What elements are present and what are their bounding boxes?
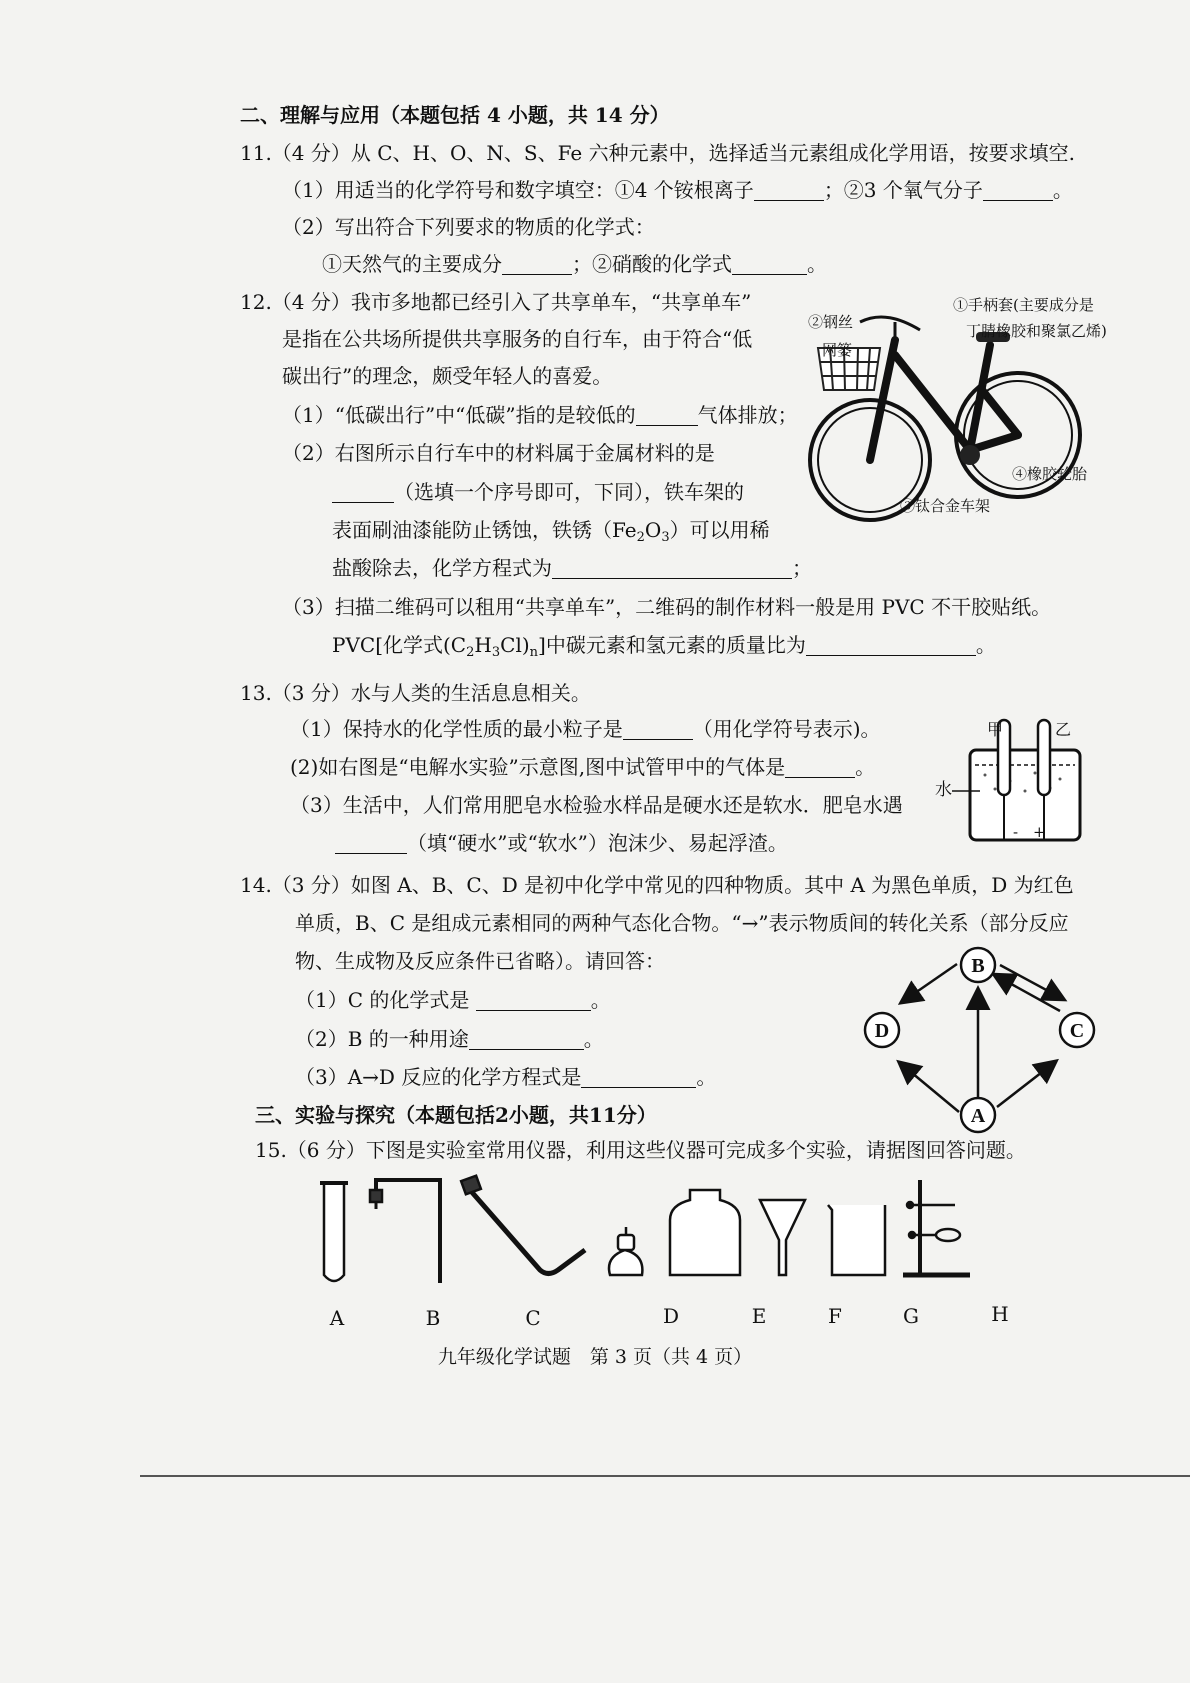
q12-part2-line3: [332, 516, 770, 552]
q13-stem: 13.（3 分）水与人类的生活息息相关。: [240, 681, 591, 705]
handlebar: [860, 317, 920, 340]
q12-part1: [282, 401, 798, 429]
q12-part1-text-a: （1）“低碳出行”中“低碳”指的是较低的: [282, 403, 636, 427]
q12-part1-text-b: 气体排放；: [697, 403, 798, 427]
q13-part1-text-a: （1）保持水的化学性质的最小粒子是: [290, 717, 623, 741]
q13-part2: [290, 753, 875, 781]
q13-part2-end: 。: [855, 755, 876, 779]
apparatus-label-g: G: [903, 1304, 919, 1328]
apparatus-e-bottle: [670, 1190, 740, 1275]
apparatus-a-test-tube: [324, 1183, 344, 1281]
q14-stem-1: 14.（3 分）如图 A、B、C、D 是初中化学中常见的四种物质。其中 A 为黑色单质，D 为红色: [240, 873, 1074, 897]
fig-label-yi: 乙: [1055, 720, 1072, 739]
pvc-text-d: ]中碳元素和氢元素的质量比为: [538, 633, 806, 657]
q13-part2-text: (2)如右图是“电解水实验”示意图,图中试管甲中的气体是: [290, 755, 786, 779]
arrow-b-to-d: [902, 964, 957, 1002]
apparatus-label-a: A: [329, 1306, 345, 1330]
apparatus-f-funnel: [760, 1200, 805, 1275]
pvc-text-a: PVC[化学式(C: [332, 633, 467, 657]
q12-stem-1: 12.（4 分）我市多地都已经引入了共享单车，“共享单车”: [240, 290, 752, 314]
q14-part2: [295, 1025, 604, 1053]
answer-blank[interactable]: [636, 403, 698, 426]
subscript: 2: [636, 530, 645, 545]
q15-stem: 15.（6 分）下图是实验室常用仪器，利用这些仪器可完成多个实验，请据图回答问题。: [255, 1138, 1026, 1162]
fig-label-tyre: ④橡胶轮胎: [1012, 465, 1088, 483]
q12-part3: （3）扫描二维码可以租用“共享单车”，二维码的制作材料一般是用 PVC 不干胶贴纸。: [282, 595, 1052, 619]
fig-label-handle-2: 丁腈橡胶和聚氯乙烯): [966, 322, 1107, 340]
subscript: 3: [661, 530, 670, 545]
page-footer: 九年级化学试题 第 3 页（共 4 页）: [437, 1346, 753, 1368]
subscript: 3: [491, 645, 501, 660]
q14-part1-text: （1）C 的化学式是: [295, 988, 470, 1012]
q14-stem-2: 单质，B、C 是组成元素相同的两种气态化合物。“→”表示物质间的转化关系（部分反应: [295, 911, 1069, 935]
q12-part3-end: 。: [975, 633, 996, 657]
q13-part1-text-b: （用化学符号表示)。: [692, 717, 881, 741]
apparatus-h-iron-stand: [903, 1180, 970, 1275]
q11-part2: （2）写出符合下列要求的物质的化学式：: [282, 215, 655, 239]
q11-part1-text-a: （1）用适当的化学符号和数字填空：①4 个铵根离子: [282, 178, 754, 202]
relation-diagram: [855, 945, 1105, 1125]
answer-blank[interactable]: [754, 178, 824, 201]
q14-part1: [295, 986, 611, 1014]
answer-blank[interactable]: [552, 556, 792, 579]
subscript: n: [529, 645, 539, 660]
q11-part1: [282, 176, 1073, 204]
q12-part2-line4: [332, 554, 812, 582]
q11-part1-text-b: ；②3 个氧气分子: [823, 178, 983, 202]
subscript: 2: [466, 645, 475, 660]
q11-part1-end: 。: [1052, 178, 1073, 202]
fig-label-frame: ③钛合金车架: [900, 497, 991, 515]
q12-part2: （2）右图所示自行车中的材料属于金属材料的是: [282, 441, 715, 465]
section-3-title: 三、实验与探究（本题包括2小题，共11分）: [255, 1103, 657, 1127]
q11-part2-text-b: ；②硝酸的化学式: [572, 252, 732, 276]
apparatus-g-beaker: [828, 1205, 885, 1275]
q11-part2-items: [322, 250, 827, 278]
answer-blank[interactable]: [623, 717, 693, 740]
q14-stem-3: 物、生成物及反应条件已省略）。请回答：: [295, 949, 665, 973]
pvc-text-c: Cl): [500, 633, 530, 657]
q13-part1: [290, 715, 881, 743]
node-c-label: C: [1069, 1020, 1085, 1042]
q14-part3-text: （3）A→D 反应的化学方程式是: [295, 1065, 582, 1089]
tube-yi: [1038, 720, 1050, 795]
q13-part3-text-b: （填“硬水”或“软水”）泡沫少、易起浮渣。: [407, 831, 788, 855]
water-pointer: [952, 789, 982, 793]
fig-label-handle: ①手柄套(主要成分是: [953, 296, 1094, 314]
diagram-arrows: [900, 964, 1063, 1112]
answer-blank[interactable]: [502, 252, 572, 275]
q14-part3-end: 。: [696, 1065, 717, 1089]
fig-label-basket-2: 网篓: [822, 341, 853, 359]
fig-label-water: 水: [935, 780, 952, 800]
q11-part2-text-a: ①天然气的主要成分: [322, 252, 502, 276]
answer-blank[interactable]: [476, 988, 591, 1011]
apparatus-c-bent-tube: [461, 1176, 585, 1274]
section-2-title: 二、理解与应用（本题包括 4 小题，共 14 分）: [240, 103, 670, 127]
apparatus-label-f: F: [828, 1304, 842, 1328]
q11-part2-end: 。: [807, 252, 827, 276]
apparatus-label-d: D: [662, 1304, 680, 1328]
apparatus-label-h: H: [991, 1302, 1009, 1326]
apparatus-row: [300, 1175, 1060, 1290]
answer-blank[interactable]: [469, 1027, 584, 1050]
q12-part3-line2: [332, 631, 996, 667]
q12-stem-3: 碳出行”的理念，颇受年轻人的喜爱。: [282, 364, 613, 388]
answer-blank[interactable]: [581, 1065, 696, 1088]
arrow-a-to-d: [900, 1063, 959, 1112]
bottom-rule: [140, 1475, 1190, 1477]
answer-blank[interactable]: [335, 831, 407, 854]
answer-blank[interactable]: [332, 480, 394, 503]
q11-stem: 11.（4 分）从 C、H、O、N、S、Fe 六种元素中，选择适当元素组成化学用语，按要求填空.: [240, 141, 1075, 165]
q12-part2-end: ；: [792, 556, 812, 580]
node-a-label: A: [970, 1105, 986, 1127]
fig-label-plus: +: [1033, 823, 1046, 841]
answer-blank[interactable]: [806, 633, 976, 656]
answer-blank[interactable]: [732, 252, 807, 275]
q12-part2-text-b: （选填一个序号即可，下同），铁车架的: [394, 480, 744, 504]
q14-part3: [295, 1063, 716, 1091]
apparatus-label-b: B: [425, 1306, 441, 1330]
fig-label-jia: 甲: [987, 720, 1004, 739]
q14-part2-end: 。: [583, 1027, 604, 1051]
q14-part1-end: 。: [590, 988, 611, 1012]
apparatus-label-c: C: [525, 1306, 541, 1330]
q14-part2-text: （2）B 的一种用途: [295, 1027, 469, 1051]
q12-stem-2: 是指在公共场所提供共享服务的自行车，由于符合“低: [282, 327, 753, 351]
answer-blank[interactable]: [785, 755, 855, 778]
apparatus-label-e: E: [751, 1304, 767, 1328]
apparatus-d-alcohol-lamp: [609, 1227, 642, 1275]
q12-part2-text-c: 表面刷油漆能防止锈蚀，铁锈（Fe: [332, 518, 637, 542]
q13-part3: （3）生活中，人们常用肥皂水检验水样品是硬水还是软水．肥皂水遇: [290, 793, 903, 817]
node-d-label: D: [874, 1020, 890, 1042]
arrow-a-to-c: [997, 1062, 1055, 1107]
water-trough: [970, 750, 1080, 840]
pvc-text-b: H: [474, 633, 492, 657]
q13-part3-line2: [335, 829, 788, 857]
crank: [960, 445, 980, 465]
q12-part2-text-c2: ）可以用稀: [669, 518, 770, 542]
fig-label-minus: -: [1013, 823, 1019, 841]
apparatus-b-delivery-tube: [370, 1180, 440, 1283]
fig-label-basket: ②钢丝: [808, 313, 854, 331]
bike-frame: [870, 340, 1018, 460]
node-b-label: B: [971, 955, 985, 977]
q12-part2-line2: [332, 478, 744, 506]
q12-part2-text-d: 盐酸除去，化学方程式为: [332, 556, 552, 580]
q12-part2-text-mid: O: [644, 518, 662, 542]
answer-blank[interactable]: [983, 178, 1053, 201]
